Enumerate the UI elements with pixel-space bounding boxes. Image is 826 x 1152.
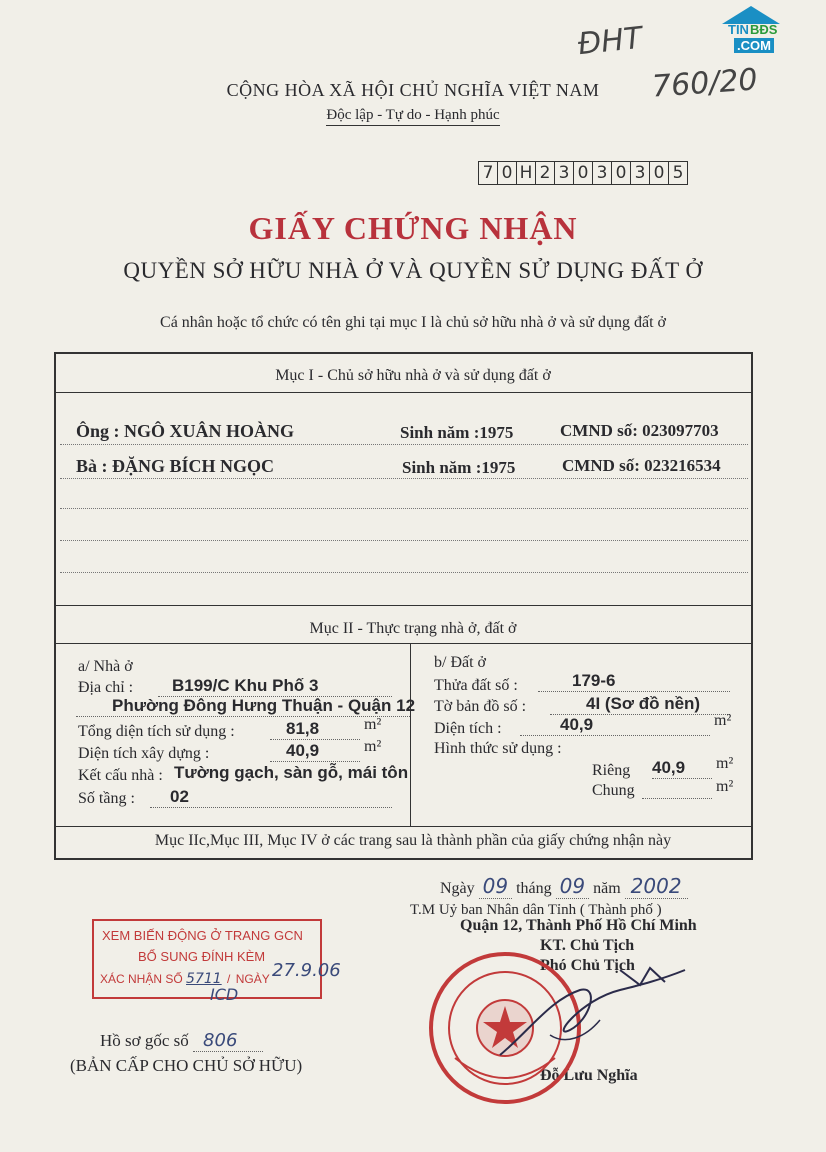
serial-char: 0 [498, 162, 517, 184]
dotted-line [60, 444, 748, 445]
section1-heading: Mục I - Chủ sở hữu nhà ở và sử dụng đất ở [275, 367, 551, 384]
serial-char: 0 [574, 162, 593, 184]
day-label: Ngày [440, 880, 475, 897]
build-area-unit: m² [364, 738, 382, 755]
serial-char: 3 [631, 162, 650, 184]
shared-label: Chung [592, 782, 635, 799]
total-area-label: Tổng diện tích sử dụng : [78, 723, 235, 740]
address-line1: B199/C Khu Phố 3 [158, 676, 392, 697]
serial-char: 3 [593, 162, 612, 184]
signature-scribble-icon [490, 960, 690, 1070]
total-area-unit: m² [364, 716, 382, 733]
column-divider [410, 643, 411, 827]
address-line2: Phường Đông Hưng Thuận - Quận 12 [76, 696, 410, 717]
republic-heading: CỘNG HÒA XÃ HỘI CHỦ NGHĨA VIỆT NAM [226, 80, 600, 100]
authority-title2: Phó Chủ Tịch [540, 957, 635, 974]
divider [54, 605, 753, 606]
address-label: Địa chỉ : [78, 679, 134, 696]
file-number [100, 1030, 263, 1052]
serial-char: 0 [650, 162, 669, 184]
issue-date [440, 874, 688, 898]
stamp-confirm-label: XÁC NHẬN SỐ [100, 972, 183, 986]
serial-number [478, 161, 688, 185]
certificate-title: GIẤY CHỨNG NHẬN [248, 210, 578, 246]
structure-value: Tường gạch, sàn gỗ, mái tôn [174, 763, 409, 782]
file-value: 806 [193, 1030, 263, 1052]
land-area-value: 40,9 [520, 715, 710, 736]
watermark-line1: TIN [728, 22, 749, 37]
certificate-intro: Cá nhân hoặc tổ chức có tên ghi tại mục I là chủ sở hữu nhà ở và sử dụng đất ở [160, 314, 666, 331]
serial-char: 5 [672, 163, 684, 183]
owner-2-id: CMND số: 023216534 [562, 456, 721, 475]
month-label: tháng [516, 880, 552, 897]
authority-title1: KT. Chủ Tịch [540, 937, 635, 954]
land-area-label: Diện tích : [434, 720, 502, 737]
owner-1-name: Ông : NGÔ XUÂN HOÀNG [76, 421, 295, 441]
parcel-label: Thửa đất số : [434, 677, 518, 694]
stamp-line1: XEM BIẾN ĐỘNG Ở TRANG GCN [102, 928, 303, 943]
file-label: Hồ sơ gốc số [100, 1031, 189, 1050]
certificate-subtitle: QUYỀN SỞ HỮU NHÀ Ở VÀ QUYỀN SỬ DỤNG ĐẤT Ở [123, 258, 703, 283]
serial-char: 3 [555, 162, 574, 184]
dotted-line [60, 508, 748, 509]
shared-unit: m² [716, 778, 734, 795]
year-value: 2002 [625, 874, 688, 899]
build-area-value: 40,9 [270, 741, 360, 762]
motto-text: Độc lập - Tự do - Hạnh phúc [326, 107, 499, 126]
owner-2-birth: Sinh năm :1975 [402, 458, 516, 477]
map-value: 4I (Sơ đồ nền) [550, 694, 730, 715]
private-unit: m² [716, 755, 734, 772]
stamp-line2: BỔ SUNG ĐÍNH KÈM [138, 949, 266, 964]
owner-2-name: Bà : ĐẶNG BÍCH NGỌC [76, 456, 275, 476]
private-label: Riêng [592, 762, 631, 779]
divider [54, 643, 753, 644]
watermark-logo [718, 4, 784, 64]
usage-label: Hình thức sử dụng : [434, 740, 562, 757]
dotted-line [60, 478, 748, 479]
land-label: b/ Đất ở [434, 654, 487, 671]
stamp-line3: XÁC NHẬN SỐ 5711 / NGÀY [100, 971, 270, 987]
year-label: năm [593, 880, 621, 897]
stamp-date-value: 27.9.06 [272, 960, 341, 981]
house-label: a/ Nhà ở [78, 658, 133, 675]
private-value: 40,9 [652, 758, 712, 779]
dotted-line [60, 540, 748, 541]
floors-label: Số tầng : [78, 790, 135, 807]
land-area-unit: m² [714, 712, 732, 729]
parcel-value: 179-6 [538, 671, 730, 692]
stamp-confirm-number: 5711 [186, 971, 222, 987]
authority-district: Quận 12, Thành Phố Hồ Chí Minh [460, 917, 697, 934]
section2-heading: Mục II - Thực trạng nhà ở, đất ở [309, 620, 517, 637]
dotted-line [60, 572, 748, 573]
stamp-initials: ICD [210, 985, 239, 1004]
day-value: 09 [479, 874, 512, 899]
signer-name: Đỗ Lưu Nghĩa [540, 1067, 638, 1084]
structure-label: Kết cấu nhà : [78, 767, 163, 784]
stamp-date-label: NGÀY [235, 972, 270, 986]
floors-value: 02 [150, 787, 392, 808]
owner-1-id: CMND số: 023097703 [560, 421, 719, 440]
divider [54, 826, 753, 827]
total-area-value: 81,8 [270, 719, 360, 740]
shared-value [642, 782, 712, 799]
watermark-line2: BĐS [750, 22, 778, 37]
divider [54, 392, 753, 393]
national-motto [0, 107, 826, 124]
authority-line: T.M Uỷ ban Nhân dân Tỉnh ( Thành phố ) [410, 902, 662, 918]
build-area-label: Diện tích xây dựng : [78, 745, 210, 762]
amendment-stamp [92, 919, 322, 999]
handwritten-code-1: ĐHT [576, 20, 644, 63]
handwritten-code-2: 760/20 [650, 62, 759, 105]
month-value: 09 [556, 874, 589, 899]
owner-1-birth: Sinh năm :1975 [400, 423, 514, 442]
serial-char: 2 [536, 162, 555, 184]
serial-char: 7 [479, 162, 498, 184]
map-label: Tờ bản đồ số : [434, 698, 527, 715]
serial-char: 0 [612, 162, 631, 184]
serial-char: H [517, 162, 536, 184]
watermark-line3: .COM [734, 38, 774, 53]
footer-note: Mục IIc,Mục III, Mục IV ở các trang sau là thành phần của giấy chứng nhận này [154, 832, 672, 849]
copy-note: (BẢN CẤP CHO CHỦ SỞ HỮU) [70, 1056, 303, 1075]
